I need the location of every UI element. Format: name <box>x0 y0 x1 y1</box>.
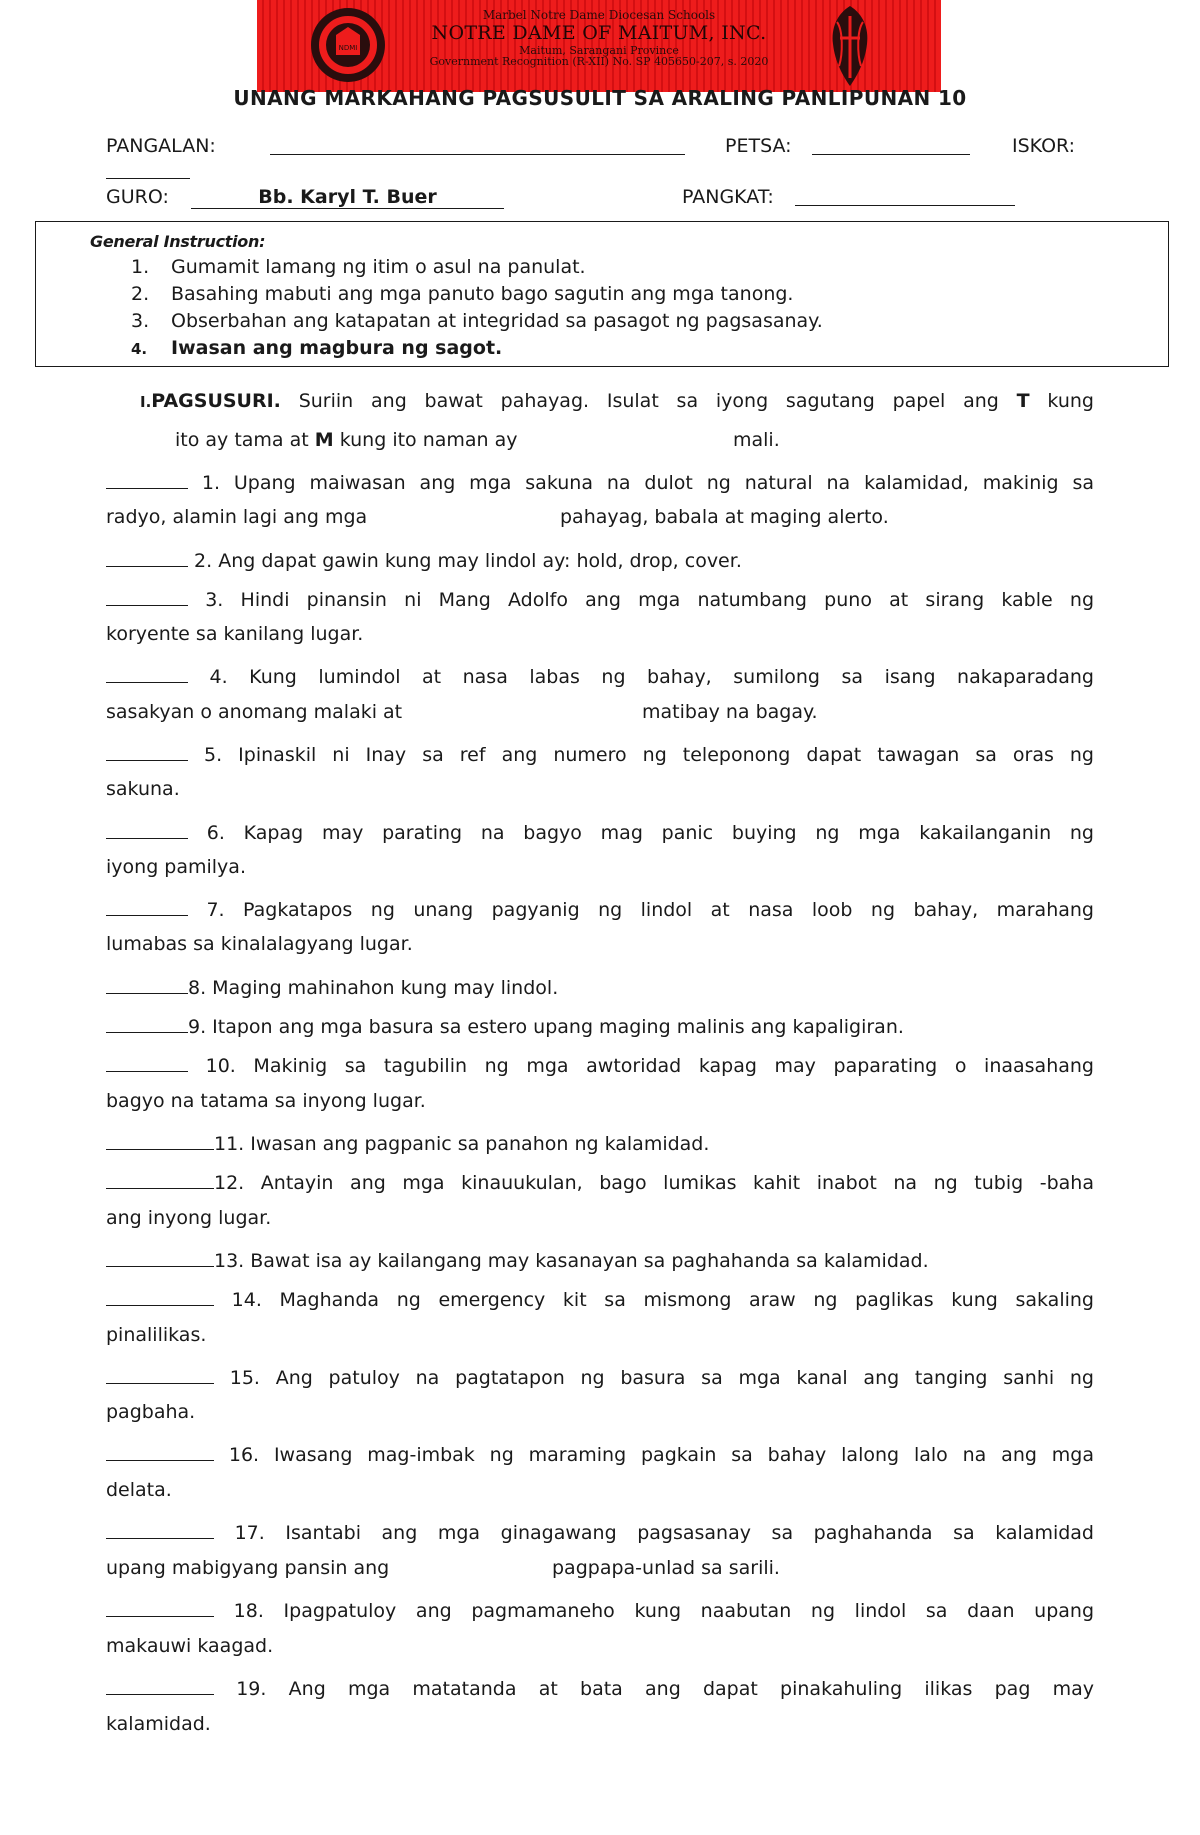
date-label: PETSA: <box>725 135 792 157</box>
date-field[interactable] <box>812 134 970 155</box>
score-field[interactable] <box>106 158 190 179</box>
question-8 <box>106 973 1094 999</box>
section-title: PAGSUSURI. <box>151 390 281 412</box>
instruction-item <box>131 256 586 278</box>
answer-blank[interactable] <box>106 1596 214 1617</box>
question-cont: pinalilikas. <box>106 1324 207 1346</box>
question-16 <box>106 1440 1094 1466</box>
question-cont: pagpapa-unlad sa sarili. <box>552 1557 780 1579</box>
question-text: 7. Pagkatapos ng unang pagyanig ng lindol at nasa loob ng bahay, marahang <box>206 899 1094 921</box>
question-18 <box>106 1596 1094 1622</box>
question-19 <box>106 1674 1094 1700</box>
question-cont: ang inyong lugar. <box>106 1207 272 1229</box>
section-label: PANGKAT: <box>682 186 774 208</box>
question-text: 6. Kapag may parating na bagyo mag panic buying ng mga kakailanganin ng <box>206 822 1094 844</box>
question-10 <box>106 1051 1094 1077</box>
answer-blank[interactable] <box>106 585 188 606</box>
score-label: ISKOR: <box>1012 135 1076 157</box>
instruction-num: 4. <box>131 340 148 358</box>
question-cont: sasakyan o anomang malaki at <box>106 701 403 723</box>
question-cont: pagbaha. <box>106 1401 196 1423</box>
question-cont: makauwi kaagad. <box>106 1635 274 1657</box>
question-text: 14. Maghanda ng emergency kit sa mismong araw ng paglikas kung sakaling <box>231 1289 1094 1311</box>
question-9 <box>106 1012 1094 1038</box>
question-13 <box>106 1246 1094 1272</box>
question-1 <box>106 468 1094 494</box>
answer-blank[interactable] <box>106 973 188 994</box>
answer-blank[interactable] <box>106 1674 214 1695</box>
question-cont: upang mabigyang pansin ang <box>106 1557 390 1579</box>
instruction-num: 3. <box>131 310 150 332</box>
crest-emblem-icon <box>825 4 875 88</box>
question-cont: iyong pamilya. <box>106 856 246 878</box>
answer-blank[interactable] <box>106 895 188 916</box>
directions-text-a: ito ay tama at <box>175 429 309 451</box>
instructions-box <box>35 221 1169 367</box>
answer-blank[interactable] <box>106 1285 214 1306</box>
question-text: 4. Kung lumindol at nasa labas ng bahay, sumilong sa isang nakaparadang <box>209 666 1094 688</box>
question-cont: delata. <box>106 1479 172 1501</box>
exam-title: UNANG MARKAHANG PAGSUSULIT SA ARALING PANLIPUNAN 10 <box>233 86 967 110</box>
answer-blank[interactable] <box>106 1363 214 1384</box>
section-directions <box>140 390 1094 412</box>
government-recognition: Government Recognition (R-XII) No. SP 405650-207, s. 2020 <box>429 55 769 68</box>
instruction-text: Obserbahan ang katapatan at integridad sa pasagot ng pagsasanay. <box>171 310 823 332</box>
teacher-label: GURO: <box>106 186 169 208</box>
instruction-num: 1. <box>131 256 150 278</box>
question-2 <box>106 546 1094 572</box>
instruction-item <box>131 310 823 332</box>
instruction-text: Basahing mabuti ang mga panuto bago sagutin ang mga tanong. <box>171 283 794 305</box>
question-11 <box>106 1129 1094 1155</box>
question-text: 13. Bawat isa ay kailangang may kasanayan sa paghahanda sa kalamidad. <box>214 1250 929 1272</box>
name-label: PANGALAN: <box>106 135 216 157</box>
section-number: I. <box>140 393 152 411</box>
question-text: 10. Makinig sa tagubilin ng mga awtoridad kapag may paparating o inaasahang <box>205 1055 1094 1077</box>
question-cont: matibay na bagay. <box>642 701 818 723</box>
teacher-name: Bb. Karyl T. Buer <box>258 186 437 208</box>
question-7 <box>106 895 1094 921</box>
question-text: 16. Iwasang mag-imbak ng maraming pagkain sa bahay lalong lalo na ang mga <box>228 1444 1095 1466</box>
question-cont: pahayag, babala at maging alerto. <box>560 506 889 528</box>
answer-blank[interactable] <box>106 662 188 683</box>
question-17 <box>106 1518 1094 1544</box>
directions-text-c: mali. <box>733 429 780 451</box>
answer-blank[interactable] <box>106 546 188 567</box>
answer-blank[interactable] <box>106 1246 214 1267</box>
instruction-item <box>131 283 793 305</box>
answer-blank[interactable] <box>106 1051 188 1072</box>
question-cont: bagyo na tatama sa inyong lugar. <box>106 1090 426 1112</box>
question-cont: radyo, alamin lagi ang mga <box>106 506 368 528</box>
section-field[interactable] <box>795 185 1015 206</box>
answer-blank[interactable] <box>106 468 188 489</box>
question-text: 11. Iwasan ang pagpanic sa panahon ng kalamidad. <box>214 1133 710 1155</box>
question-text: 8. Maging mahinahon kung may lindol. <box>188 977 559 999</box>
section-directions-end: kung <box>1047 390 1094 412</box>
question-text: 3. Hindi pinansin ni Mang Adolfo ang mga natumbang puno at sirang kable ng <box>205 589 1094 611</box>
answer-blank[interactable] <box>106 1129 214 1150</box>
name-field[interactable] <box>270 134 685 155</box>
question-text: 18. Ipagpatuloy ang pagmamaneho kung naabutan ng lindol sa daan upang <box>233 1600 1094 1622</box>
question-6 <box>106 818 1094 844</box>
question-text: 19. Ang mga matatanda at bata ang dapat pinakahuling ilikas pag may <box>236 1678 1094 1700</box>
school-address: Maitum, Sarangani Province <box>519 44 679 57</box>
instruction-text: Gumamit lamang ng itim o asul na panulat. <box>171 256 586 278</box>
question-4 <box>106 662 1094 688</box>
instruction-item <box>131 337 502 359</box>
answer-blank[interactable] <box>106 818 188 839</box>
answer-blank[interactable] <box>106 1168 214 1189</box>
question-14 <box>106 1285 1094 1311</box>
section-directions-cont <box>175 429 518 451</box>
false-letter: M <box>314 429 334 451</box>
question-cont: sakuna. <box>106 778 180 800</box>
teacher-field <box>191 186 504 209</box>
question-text: 17. Isantabi ang mga ginagawang pagsasanay sa paghahanda sa kalamidad <box>234 1522 1094 1544</box>
question-text: 1. Upang maiwasan ang mga sakuna na dulot ng natural na kalamidad, makinig sa <box>201 472 1095 494</box>
question-5 <box>106 740 1094 766</box>
directions-text-b: kung ito naman ay <box>339 429 518 451</box>
answer-blank[interactable] <box>106 1012 188 1033</box>
question-cont: kalamidad. <box>106 1713 211 1735</box>
question-15 <box>106 1363 1094 1389</box>
school-network: Marbel Notre Dame Diocesan Schools <box>482 8 716 22</box>
instructions-title: General Instruction: <box>90 232 266 251</box>
question-3 <box>106 585 1094 611</box>
question-text: 12. Antayin ang mga kinauukulan, bago lumikas kahit inabot na ng tubig -baha <box>214 1172 1094 1194</box>
school-header <box>257 0 941 92</box>
question-text: 5. Ipinaskil ni Inay sa ref ang numero ng teleponong dapat tawagan sa oras ng <box>204 744 1094 766</box>
answer-blank[interactable] <box>106 740 188 761</box>
answer-blank[interactable] <box>106 1518 214 1539</box>
school-name: NOTRE DAME OF MAITUM, INC. <box>431 22 767 44</box>
answer-blank[interactable] <box>106 1440 214 1461</box>
section-directions-text: Suriin ang bawat pahayag. Isulat sa iyong sagutang papel ang <box>298 390 999 412</box>
question-cont: lumabas sa kinalalagyang lugar. <box>106 933 413 955</box>
true-letter: T <box>1016 390 1030 412</box>
question-12 <box>106 1168 1094 1194</box>
instruction-num: 2. <box>131 283 150 305</box>
seal-text: NDMI <box>338 44 358 52</box>
instruction-text: Iwasan ang magbura ng sagot. <box>171 337 503 359</box>
question-cont: koryente sa kanilang lugar. <box>106 623 364 645</box>
question-text: 9. Itapon ang mga basura sa estero upang maging malinis ang kapaligiran. <box>188 1016 904 1038</box>
question-text: 2. Ang dapat gawin kung may lindol ay: hold, drop, cover. <box>194 550 742 572</box>
question-text: 15. Ang patuloy na pagtatapon ng basura sa mga kanal ang tanging sanhi ng <box>229 1367 1094 1389</box>
